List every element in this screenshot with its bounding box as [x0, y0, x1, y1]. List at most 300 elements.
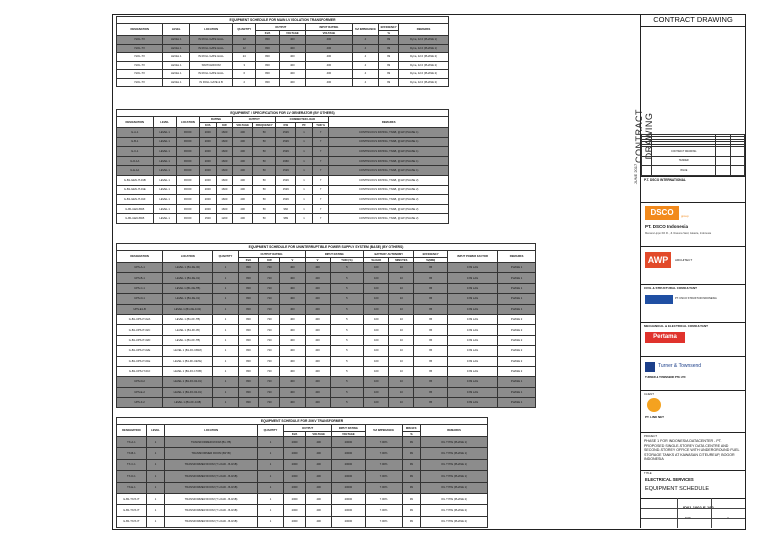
table-cell: 7 [312, 147, 329, 157]
table-cell: 12 [233, 44, 256, 53]
table-cell: UPS-E-2 [117, 387, 163, 397]
table-cell: 1529 [276, 147, 296, 157]
table-cell: 95 [414, 283, 448, 293]
table-cell: 5 [330, 304, 364, 314]
table-cell: 10 [389, 366, 414, 376]
table-cell: LEVEL 1 (B1-FF-UE7E) [163, 356, 213, 366]
table-cell: LEVEL 1 [163, 61, 190, 70]
table-cell: 1 [296, 185, 313, 195]
table-cell: LEVEL 1 (B1-FF-TB) [163, 335, 213, 345]
table-cell: LEVEL 1 (B1-FF-TB) [163, 314, 213, 324]
table-cell: 2000 [283, 482, 305, 493]
table-cell: 4 [352, 70, 379, 79]
table-cell: 95 [414, 387, 448, 397]
table-row [117, 137, 449, 147]
table-cell: 400 [305, 335, 330, 345]
schedule-20kv-transformer [116, 417, 488, 528]
sub-header: VOLTAGE [306, 432, 332, 437]
table-cell: 0.99 LAG [447, 398, 497, 408]
table-cell: 2000 [283, 448, 305, 459]
table-cell: G-B1-TX/X-IT [117, 493, 147, 504]
col-header: RATING [199, 117, 232, 123]
table-row [117, 304, 536, 314]
table-row [117, 53, 449, 62]
table-cell: 100 [364, 387, 389, 397]
table-cell: ISOL-TX [117, 78, 163, 87]
table-cell: 20000 [332, 448, 365, 459]
table-cell: 2000 [199, 204, 216, 214]
dsco-logo [645, 206, 679, 220]
table-cell: 1 [146, 471, 165, 482]
col-header: OUTPUT [256, 24, 306, 31]
table-cell: 7.00% [365, 493, 402, 504]
table-cell: G-E-1A [117, 166, 154, 176]
project-description: PHASE 1 FOR INDONESIA DATACENTER - PT. PROPOSED SINGLE-STOREY DATA CENTRE AND SECOND-STOREY OFFICE WITH UNDERGROUND FUEL STORAGE TANKS AT KAWASAN CITEUREUP, BOGOR INDONESIA [644, 439, 740, 462]
table-cell: 1600 [216, 137, 233, 147]
title-block [640, 14, 745, 528]
table-cell: 400 [306, 516, 332, 527]
table-cell: 400 [233, 195, 253, 205]
table-cell: 10 [389, 377, 414, 387]
table-cell: TRANSFORMER ROOM (T LOAD - B-0/1B) [165, 459, 258, 470]
table-cell: CONTINUOUS RATING, TNAB, @1W (PHASE 1) [329, 166, 449, 176]
table-cell: 400 [305, 346, 330, 356]
table-cell: ROOF [176, 137, 199, 147]
col-header: QUANTITY [233, 24, 256, 36]
table-cell: OIL TYPE (PHASE 1) [421, 437, 488, 448]
col-header: EFFICIENCY [414, 251, 448, 258]
table-row [117, 437, 488, 448]
table-cell: 0.99 LAG [447, 294, 497, 304]
table-row [117, 147, 449, 157]
table-cell: 400 [233, 204, 253, 214]
table-cell: 5 [330, 366, 364, 376]
sub-header: % [402, 432, 421, 437]
table-row [117, 78, 449, 87]
table-cell: TX-B-1 [117, 448, 147, 459]
table-cell: LEVEL 1 (B1-FF-02-01) [163, 387, 213, 397]
table-cell: 400 [233, 166, 253, 176]
table-cell: 20000 [332, 459, 365, 470]
table-cell: 95 [414, 263, 448, 273]
sub-header: VOLTAGE [233, 123, 253, 128]
table-cell: 12 [233, 36, 256, 45]
table-cell: 1600 [216, 128, 233, 138]
col-header: INPUT POWER FACTOR [447, 251, 497, 263]
table-cell: 100 [364, 356, 389, 366]
table-cell: TRANSFORMER ROOM (T LOAD - B-0/1B) [165, 493, 258, 504]
table-cell: ROOF [176, 195, 199, 205]
civil-consultant-note: CIVIL & STRUCTURAL CONSULTANT [644, 286, 697, 290]
table-cell: LEVEL 1 [153, 204, 176, 214]
table-cell: 24 [233, 53, 256, 62]
table-cell: 7 [312, 156, 329, 166]
table-row [117, 314, 536, 324]
table-cell: G-B-1 [117, 137, 154, 147]
client-label: CLIENT [644, 392, 654, 396]
dsco-structure-name: PT. DSCO STRUKTUR INDONESIA [675, 297, 717, 300]
table-cell: 1 [213, 387, 238, 397]
table-cell: 100 [364, 335, 389, 345]
table-cell: ISOL-TX [117, 61, 163, 70]
table-cell: 1600 [216, 175, 233, 185]
table-cell: ROOF [176, 204, 199, 214]
table-cell: 20000 [332, 493, 365, 504]
table-cell: 2000 [283, 459, 305, 470]
col-header: BATTERY AUTONOMY [364, 251, 414, 258]
table-cell: 100 [364, 273, 389, 283]
sub-header: KW [216, 123, 233, 128]
table-cell: 10 [389, 325, 414, 335]
table-cell: 1600 [216, 185, 233, 195]
table-cell: IN ROLL GATE HALL [190, 44, 233, 53]
table-cell: 6 [233, 70, 256, 79]
col-header: LOCATION [176, 117, 199, 128]
table-cell: 3 [233, 61, 256, 70]
table-cell: 10 [389, 346, 414, 356]
table-cell: 5 [330, 294, 364, 304]
turner-logo [645, 362, 655, 372]
table-cell: 100 [364, 314, 389, 324]
sub-header: KVA [199, 123, 216, 128]
table-cell: 1 [213, 283, 238, 293]
table-cell: 1 [257, 459, 283, 470]
table-cell: 400 [280, 346, 305, 356]
table-cell: 400 [305, 294, 330, 304]
table-cell: 1 [257, 448, 283, 459]
table-cell: 50 [253, 166, 276, 176]
col-header: OUTPUT RATING [238, 251, 305, 258]
schedule-ups-system [116, 243, 536, 408]
col-header: INPUT RATING [332, 425, 365, 432]
revision-cell [642, 147, 652, 157]
table-cell: 95 [414, 398, 448, 408]
table-cell: G-D-1A [117, 156, 154, 166]
table-cell: 720 [259, 263, 280, 273]
table-cell: 1 [257, 493, 283, 504]
table-cell: 20000 [332, 505, 365, 516]
table-cell: UPS-A-1 [117, 263, 163, 273]
table-cell: 1600 [216, 195, 233, 205]
table-row [117, 377, 536, 387]
table-row [117, 448, 488, 459]
table-cell: 2000 [283, 437, 305, 448]
table-cell: PHASE 1 [498, 263, 536, 273]
table-cell: 1 [296, 147, 313, 157]
table-cell: 1 [213, 273, 238, 283]
table-cell: LEVEL 1 (B1-FF-17OB) [163, 366, 213, 376]
sub-header: VOLTAGE [306, 31, 352, 36]
scale-value: NTS [685, 516, 691, 520]
table-cell: 400 [305, 356, 330, 366]
table-cell: 400 [305, 314, 330, 324]
table-cell: ISOL-TX [117, 53, 163, 62]
table-cell: OIL TYPE (PHASE 1) [421, 482, 488, 493]
schedule-table [116, 250, 536, 408]
divider [641, 322, 745, 323]
table-cell: 99 [402, 516, 421, 527]
table-row [117, 70, 449, 79]
table-cell: 800 [256, 61, 279, 70]
table-cell: PHASE 2 [498, 335, 536, 345]
table-row [117, 36, 449, 45]
table-cell: 720 [259, 294, 280, 304]
col-header: INPUT RATING [305, 251, 364, 258]
sub-header: FREQUENCY [253, 123, 276, 128]
table-cell: 400 [279, 78, 306, 87]
table-cell: 1 [296, 175, 313, 185]
table-cell: 5 [330, 387, 364, 397]
schedule-title: EQUIPMENT SCHEDULE FOR 20KV TRANSFORMER [116, 417, 488, 424]
table-cell: 0.99 LAG [447, 273, 497, 283]
revision-cell [642, 166, 652, 176]
table-cell: ROOF [176, 156, 199, 166]
schedule-table [116, 424, 488, 528]
revision-cell: CONTRACT DRAWING [652, 147, 716, 157]
table-cell: 100 [364, 377, 389, 387]
table-cell: 10 [389, 273, 414, 283]
table-cell: 400 [280, 398, 305, 408]
table-cell: 0.99 LAG [447, 346, 497, 356]
table-cell: 4 [352, 36, 379, 45]
table-cell: 5 [330, 335, 364, 345]
turner-name: TURNER & TOWNSEND PTE LTD [645, 376, 686, 379]
table-cell: 400 [280, 283, 305, 293]
table-cell: 99 [379, 36, 399, 45]
table-cell: 7 [312, 137, 329, 147]
table-cell: 2000 [283, 516, 305, 527]
table-cell: LEVEL 1 [153, 128, 176, 138]
table-cell: Dyna, 42.0 (PHASE 2) [399, 61, 449, 70]
table-cell: 400 [306, 53, 352, 62]
table-cell: 7 [312, 128, 329, 138]
table-cell: 400 [306, 44, 352, 53]
table-cell: 400 [306, 448, 332, 459]
table-cell: 400 [306, 61, 352, 70]
table-cell: 1 [213, 335, 238, 345]
table-cell: LEVEL 1 [153, 137, 176, 147]
table-row [117, 273, 536, 283]
table-cell: 960 [276, 204, 296, 214]
table-cell: 2000 [283, 493, 305, 504]
table-cell: 800 [238, 283, 259, 293]
table-cell: 50 [253, 147, 276, 157]
table-cell: 400 [305, 398, 330, 408]
table-cell: 720 [259, 356, 280, 366]
table-cell: 2000 [199, 156, 216, 166]
table-cell: 2000 [199, 128, 216, 138]
table-cell: 99 [402, 471, 421, 482]
table-cell: 400 [306, 493, 332, 504]
divider [641, 284, 745, 285]
table-cell: 400 [305, 263, 330, 273]
table-cell: G-B1-TX/X-IT [117, 516, 147, 527]
table-cell: 800 [238, 356, 259, 366]
table-cell: LEVEL 1 [153, 195, 176, 205]
table-cell: 95 [414, 314, 448, 324]
col-header: OUTPUT [233, 117, 276, 123]
table-cell: 5 [330, 314, 364, 324]
table-cell: LEVEL 1 (B1-FE-00) [163, 263, 213, 273]
table-cell: LEVEL 1 [163, 53, 190, 62]
table-cell: 7 [312, 175, 329, 185]
table-cell: 50 [253, 175, 276, 185]
table-row [117, 263, 536, 273]
col-header: OUTPUT [283, 425, 331, 432]
dsco-group-text: group [681, 214, 689, 218]
table-cell: 50 [253, 156, 276, 166]
table-cell: G-B1-GEN-B1B [117, 204, 154, 214]
table-cell: 800 [238, 387, 259, 397]
divider [641, 202, 745, 203]
table-cell: 4 [352, 44, 379, 53]
table-cell: G-B1-UPS-IT-02D [117, 335, 163, 345]
table-cell: 0.99 LAG [447, 263, 497, 273]
table-cell: 720 [259, 377, 280, 387]
title-label: TITLE [644, 471, 652, 475]
table-cell: 720 [259, 387, 280, 397]
table-cell: ISOL-TX [117, 70, 163, 79]
table-cell: 2000 [283, 505, 305, 516]
sub-header: KW [276, 123, 296, 128]
table-cell: G-B1-UPS-IT-02C [117, 325, 163, 335]
table-cell: 2000 [283, 471, 305, 482]
table-cell: OIL TYPE (PHASE 2) [421, 505, 488, 516]
table-cell: 800 [256, 70, 279, 79]
table-cell: 400 [306, 482, 332, 493]
table-cell: 400 [233, 156, 253, 166]
table-cell: 7 [312, 185, 329, 195]
table-cell: 1 [296, 204, 313, 214]
table-cell: 400 [233, 128, 253, 138]
table-cell: 800 [256, 78, 279, 87]
table-cell: 100 [364, 346, 389, 356]
table-cell: 2 [233, 78, 256, 87]
table-cell: 400 [280, 304, 305, 314]
revision-cell [730, 147, 744, 157]
table-row [117, 398, 536, 408]
table-cell: 400 [280, 356, 305, 366]
table-cell: 720 [259, 314, 280, 324]
table-cell: 2000 [199, 137, 216, 147]
table-cell: 400 [279, 36, 306, 45]
table-row [117, 356, 536, 366]
awp-note: ARCHITECT [675, 258, 693, 262]
table-cell: 2000 [199, 166, 216, 176]
table-cell: PHASE 1 [498, 273, 536, 283]
table-cell: 720 [259, 273, 280, 283]
table-cell: 7.00% [365, 459, 402, 470]
table-cell: TX-D-1 [117, 471, 147, 482]
table-cell: LEVEL 1 (B1-FF-02-01) [163, 377, 213, 387]
col-header: DESIGNATION [117, 24, 163, 36]
table-cell: 800 [256, 44, 279, 53]
table-cell: IN ROLL GATE & B [190, 78, 233, 87]
table-cell: 1 [213, 294, 238, 304]
table-cell: G-A-1 [117, 128, 154, 138]
table-cell: 0.99 LAG [447, 325, 497, 335]
table-cell: Dyna, 42.0 (PHASE 1) [399, 36, 449, 45]
table-cell: 1 [296, 195, 313, 205]
table-cell: 400 [279, 44, 306, 53]
table-cell: PHASE 2 [498, 346, 536, 356]
table-cell: 10 [389, 263, 414, 273]
table-cell: 95 [414, 366, 448, 376]
revision-row [642, 147, 745, 157]
sub-header: PF [296, 123, 313, 128]
table-cell: 720 [259, 335, 280, 345]
col-header: LEVEL [146, 425, 165, 437]
table-cell: 400 [280, 263, 305, 273]
table-cell: 400 [306, 437, 332, 448]
table-cell: G-B1-GEN-IT-01B [117, 175, 154, 185]
drawing-number-box [641, 498, 745, 528]
table-cell: UPS-E1-B [117, 304, 163, 314]
table-cell: 400 [306, 70, 352, 79]
table-cell: 1 [296, 156, 313, 166]
table-cell: LEVEL 1 (B1-FE-0-01) [163, 304, 213, 314]
table-cell: CONTINUOUS RATING, TNAB, @1W (PHASE 2) [329, 185, 449, 195]
table-cell: 1 [213, 263, 238, 273]
table-cell: 95 [414, 273, 448, 283]
table-cell: 800 [238, 325, 259, 335]
table-cell: CONTINUOUS RATING, TNAB, @1W (PHASE 1) [329, 128, 449, 138]
schedule-title: EQUIPMENT SCHEDULE FOR UNINTERRUPTIBLE POWER SUPPLY SYSTEM (BASE) (BY OTHERS) [116, 243, 536, 250]
table-cell: ISOL-TX [117, 36, 163, 45]
sub-header: THDI (%) [330, 258, 364, 263]
table-cell: 1 [213, 314, 238, 324]
table-cell: PHASE 2 [498, 325, 536, 335]
table-cell: G-B1-UPS-IT-02E [117, 346, 163, 356]
table-cell: 400 [233, 137, 253, 147]
table-row [117, 366, 536, 376]
dsco-name: PT. DSCO Indonesia [645, 224, 689, 229]
table-cell: 7.00% [365, 437, 402, 448]
table-cell: 0.99 LAG [447, 335, 497, 345]
table-cell: 95 [414, 377, 448, 387]
blank-panel [641, 26, 745, 135]
table-cell: 1 [296, 128, 313, 138]
table-cell: 400 [305, 377, 330, 387]
table-row [117, 185, 449, 195]
table-cell: 50 [253, 137, 276, 147]
sub-header: % [379, 31, 399, 36]
table-cell: 0.99 LAG [447, 377, 497, 387]
table-cell: LEVEL 1 [163, 36, 190, 45]
contract-drawing-header: CONTRACT DRAWING [641, 14, 745, 27]
table-cell: IN ROLL GATE HALL [190, 36, 233, 45]
table-cell: 100 [364, 304, 389, 314]
revision-value: A [727, 516, 730, 520]
table-cell: ROOF [176, 175, 199, 185]
table-cell: 400 [279, 53, 306, 62]
table-cell: 1 [296, 137, 313, 147]
col-header: QUANTITY [257, 425, 283, 437]
table-cell: 800 [238, 314, 259, 324]
revision-cell: TENDER [652, 156, 716, 166]
table-cell: 100 [364, 283, 389, 293]
table-cell: 1 [146, 493, 165, 504]
table-cell: 2000 [199, 195, 216, 205]
table-cell: 400 [305, 273, 330, 283]
table-cell: 10 [389, 294, 414, 304]
table-row [117, 166, 449, 176]
table-cell: 20000 [332, 437, 365, 448]
table-cell: 99 [379, 61, 399, 70]
col-header: REMARKS [421, 425, 488, 437]
table-cell: 720 [259, 346, 280, 356]
table-cell: 95 [414, 356, 448, 366]
